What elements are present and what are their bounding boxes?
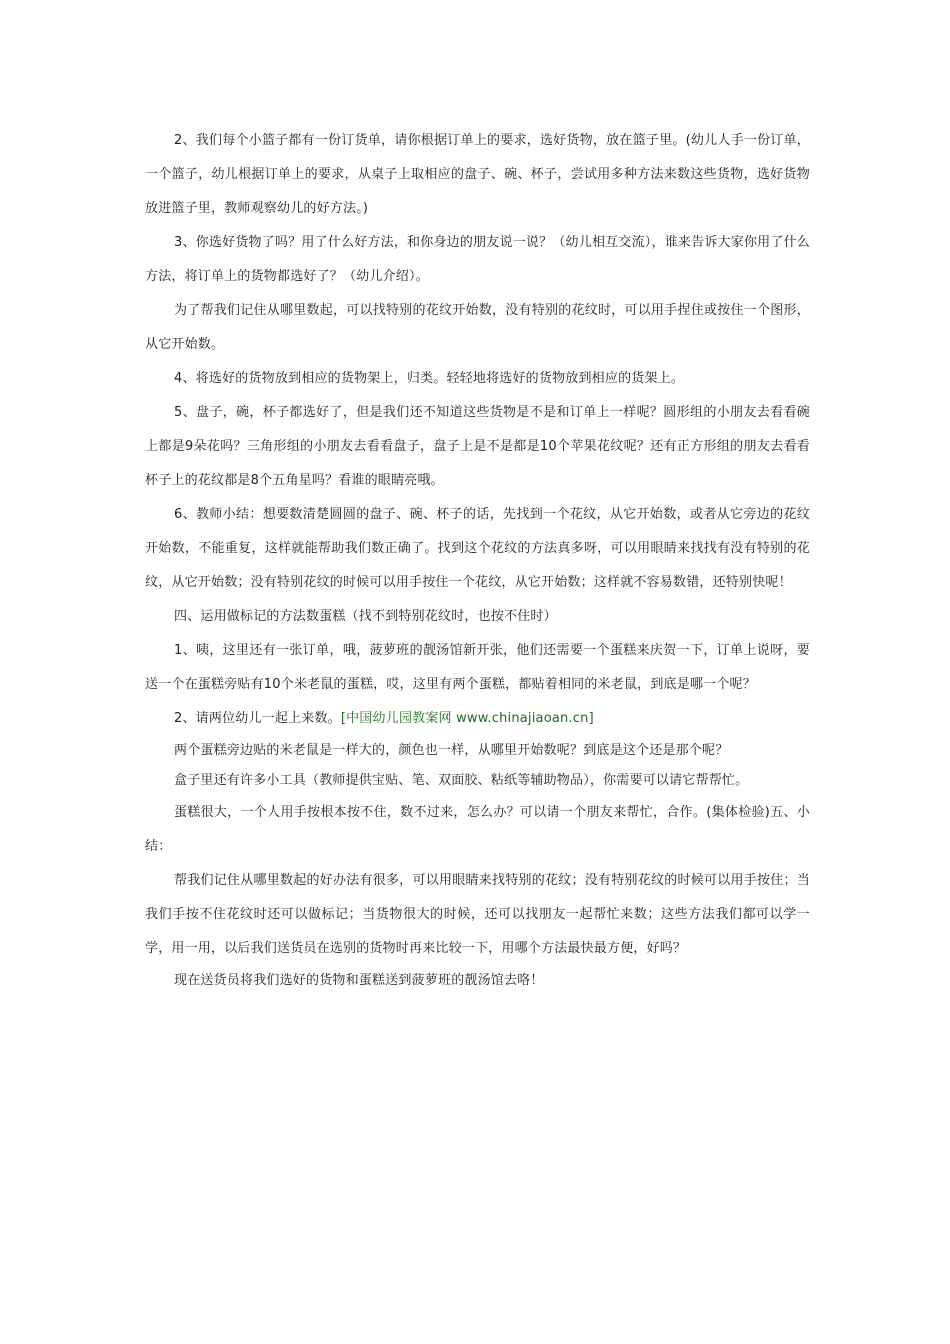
paragraph-step-3-share: 3、你选好货物了吗？用了什么好方法，和你身边的朋友说一说？（幼儿相互交流），谁来告诉大家你用了什么方法，将订单上的货物都选好了？（幼儿介绍）。 — [145, 235, 810, 284]
paragraph-step-6-summary: 6、教师小结：想要数清楚圆圆的盘子、碗、杯子的话，先找到一个花纹，从它开始数，或者从它旁边的花纹开始数，不能重复，这样就能帮助我们数正确了。找到这个花纹的方法真多呀，可以用眼睛来找找有没有特别的花纹，从它开始数；没有特别花纹的时候可以用手按住一个花纹，从它开始数；这样就不容易数错，还特别快呢！ — [145, 507, 810, 590]
paragraph-mickey-question: 两个蛋糕旁边贴的米老鼠是一样大的，颜色也一样，从哪里开始数呢？到底是这个还是那个呢？ — [174, 743, 729, 758]
paragraph-two-children-text: 2、请两位幼儿一起上来数。 — [174, 711, 341, 726]
paragraph-tools-box: 盒子里还有许多小工具（教师提供宝贴、笔、双面胶、粘纸等辅助物品），你需要可以请它帮帮忙。 — [174, 773, 749, 788]
paragraph-counting-tip: 为了帮我们记住从哪里数起，可以找特别的花纹开始数，没有特别的花纹时，可以用手捏住或按住一个图形，从它开始数。 — [145, 303, 810, 352]
paragraph-two-children — [145, 702, 810, 736]
paragraph-step-4-shelve: 4、将选好的货物放到相应的货物架上，归类。轻轻地将选好的货物放到相应的货架上。 — [174, 371, 685, 386]
section-heading-cake: 四、运用做标记的方法数蛋糕（找不到特别花纹时，也按不住时） — [174, 609, 557, 624]
paragraph-delivery: 现在送货员将我们选好的货物和蛋糕送到菠萝班的靓汤馆去咯！ — [174, 973, 544, 988]
paragraph-step-2-order: 2、我们每个小篮子都有一份订货单，请你根据订单上的要求，选好货物，放在篮子里。(幼儿人手一份订单，一个篮子，幼儿根据订单上的要求，从桌子上取相应的盘子、碗、杯子，尝试用多种方法来数这些货物，选好货物放进篮子里，教师观察幼儿的好方法。) — [145, 133, 810, 216]
paragraph-cake-order: 1、咦，这里还有一张订单，哦，菠萝班的靓汤馆新开张，他们还需要一个蛋糕来庆贺一下，订单上说呀，要送一个在蛋糕旁贴有10个米老鼠的蛋糕，哎，这里有两个蛋糕，都贴着相同的米老鼠，到底是哪一个呢？ — [145, 643, 810, 692]
paragraph-final-summary: 帮我们记住从哪里数起的好办法有很多，可以用眼睛来找特别的花纹；没有特别花纹的时候可以用手按住；当我们手按不住花纹时还可以做标记；当货物很大的时候，还可以找朋友一起帮忙来数；这些方法我们都可以学一学，用一用，以后我们送货员在选别的货物时再来比较一下，用哪个方法最快最方便，好吗？ — [145, 873, 810, 956]
document-body — [145, 124, 810, 996]
paragraph-step-5-check: 5、盘子，碗，杯子都选好了，但是我们还不知道这些货物是不是和订单上一样呢？圆形组的小朋友去看看碗上都是9朵花吗？三角形组的小朋友去看看盘子，盘子上是不是都是10个苹果花纹呢？还有正方形组的朋友去看看杯子上的花纹都是8个五角星吗？看谁的眼睛亮哦。 — [145, 405, 810, 488]
source-link[interactable]: [中国幼儿园教案网 www.chinajiaoan.cn] — [340, 711, 594, 726]
paragraph-cooperate: 蛋糕很大，一个人用手按根本按不住，数不过来，怎么办？可以请一个朋友来帮忙，合作。(集体检验)五、小结： — [145, 805, 810, 854]
